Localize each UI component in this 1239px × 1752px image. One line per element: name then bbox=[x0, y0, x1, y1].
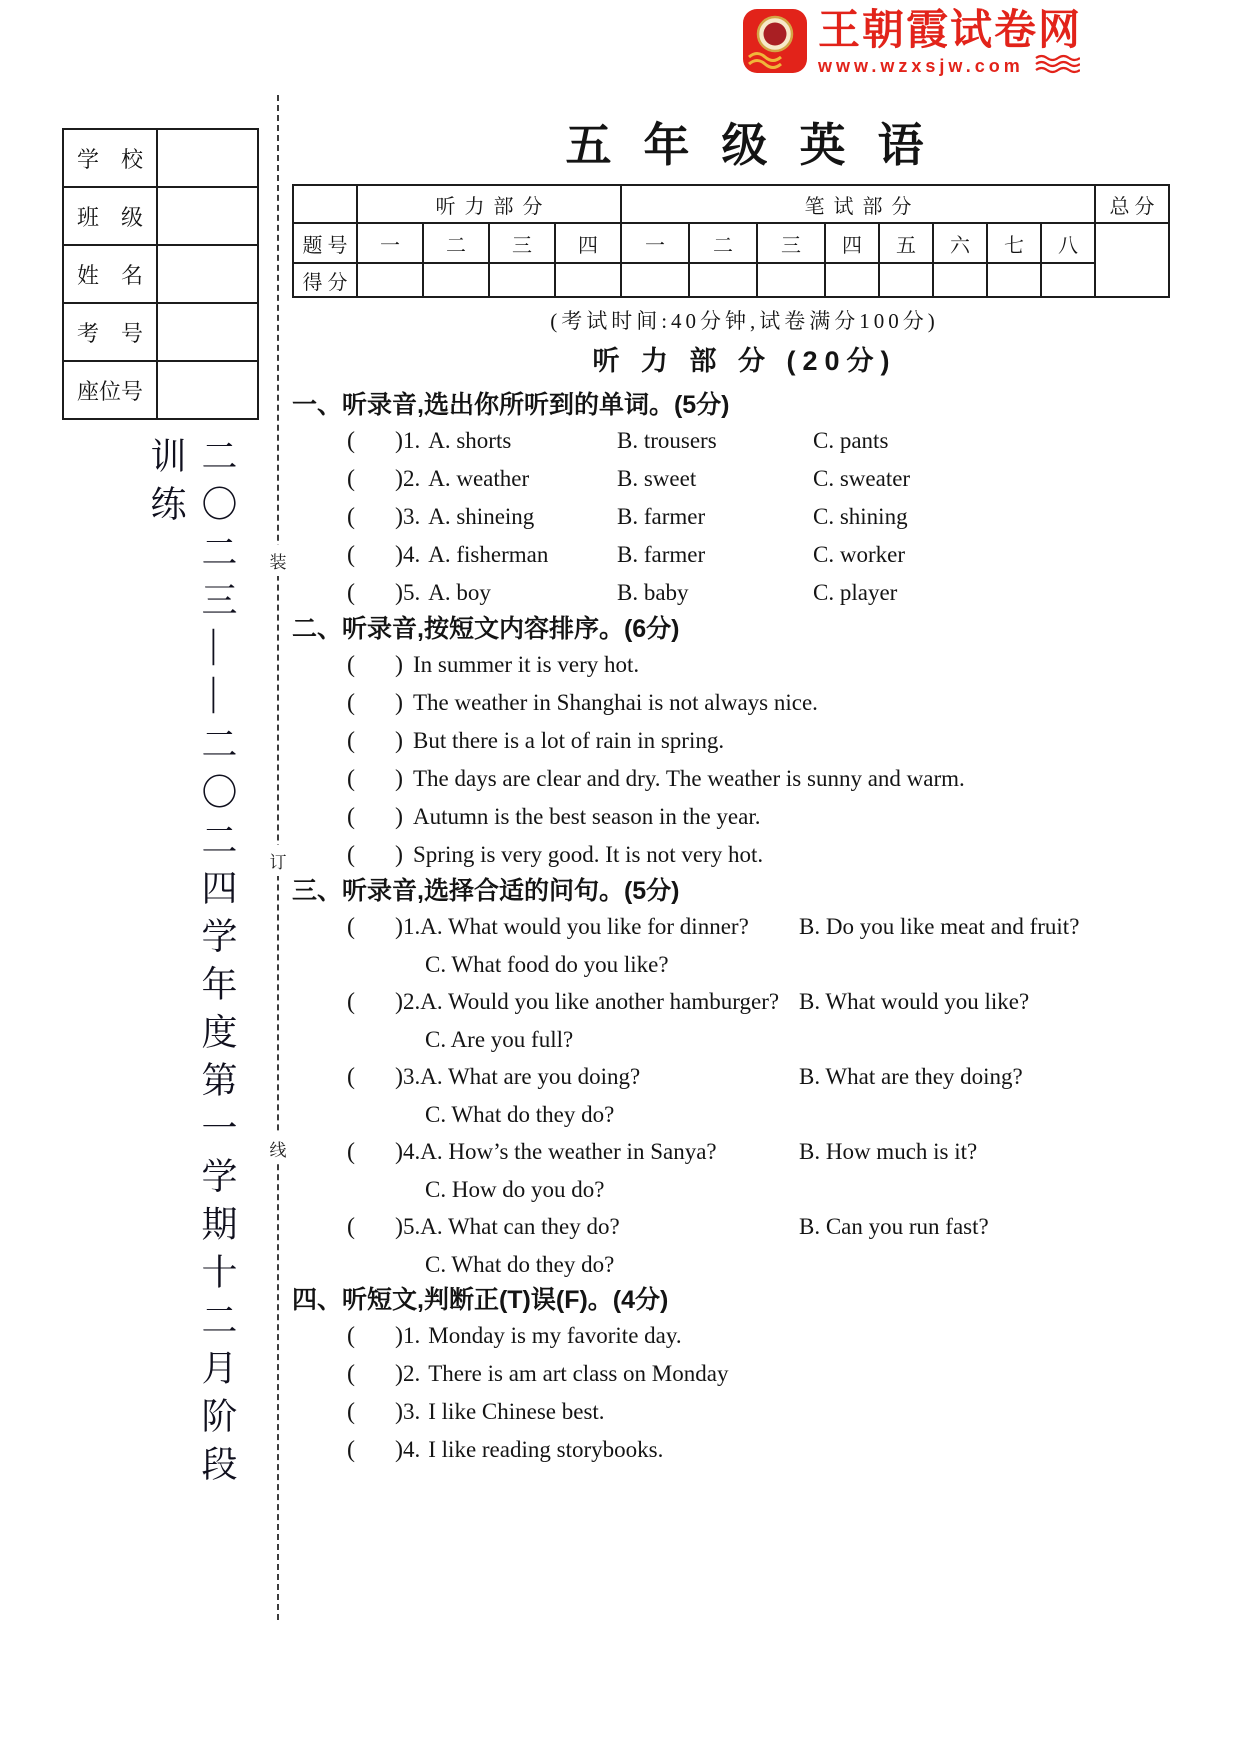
binding-char-ding: 订 bbox=[270, 845, 287, 876]
question-row bbox=[292, 983, 1197, 1021]
section3-header: 三、听录音,选择合适的问句。(5分) bbox=[292, 877, 680, 905]
score-blank-cell bbox=[555, 263, 621, 297]
sentence-text: The days are clear and dry. The weather is sunny and warm. bbox=[413, 766, 965, 791]
question-row bbox=[292, 1133, 1197, 1171]
option-c: C. shining bbox=[813, 504, 908, 529]
student-value-exam-no bbox=[157, 303, 258, 361]
option-a: A. fisherman bbox=[428, 542, 549, 567]
section4-items bbox=[292, 1317, 1197, 1469]
sentence-text: Spring is very good. It is not very hot. bbox=[413, 842, 764, 867]
statement-text: Monday is my favorite day. bbox=[428, 1323, 682, 1348]
option-b: B. What would you like? bbox=[799, 989, 1030, 1014]
score-blank-cell bbox=[987, 263, 1041, 297]
score-col: 五 bbox=[879, 223, 933, 263]
score-col: 三 bbox=[489, 223, 555, 263]
score-blank-cell bbox=[879, 263, 933, 297]
option-b: B. Can you run fast? bbox=[799, 1214, 989, 1239]
exam-time-note: (考试时间:40分钟,试卷满分100分) bbox=[550, 309, 939, 333]
sentence-text: In summer it is very hot. bbox=[413, 652, 640, 677]
answer-bracket: ( ) bbox=[347, 652, 403, 678]
brand-website: www.wzxsjw.com bbox=[818, 56, 1024, 76]
question-row bbox=[292, 460, 1197, 498]
score-blank-cell bbox=[489, 263, 555, 297]
question-number: 5. bbox=[403, 580, 421, 605]
question-row bbox=[292, 1058, 1197, 1096]
question-number: 3. bbox=[403, 1399, 421, 1424]
score-blank-cell bbox=[689, 263, 757, 297]
statement-row bbox=[292, 1317, 1197, 1355]
answer-bracket: ( ) bbox=[347, 989, 403, 1015]
score-score-row-label: 得 分 bbox=[293, 263, 357, 297]
student-row bbox=[63, 129, 258, 187]
question-number: 5. bbox=[403, 1214, 421, 1239]
statement-text: There is am art class on Monday bbox=[428, 1361, 729, 1386]
student-info-table bbox=[62, 128, 259, 420]
student-value-name bbox=[157, 245, 258, 303]
answer-bracket: ( ) bbox=[347, 842, 403, 868]
statement-text: I like Chinese best. bbox=[428, 1399, 605, 1424]
brand-seal-icon bbox=[742, 8, 808, 79]
question-number: 1. bbox=[403, 914, 421, 939]
score-question-row-label: 题 号 bbox=[293, 223, 357, 263]
score-col: 一 bbox=[621, 223, 689, 263]
brand-logo bbox=[742, 8, 1082, 79]
sentence-row bbox=[292, 646, 1197, 684]
section1-items bbox=[292, 422, 1197, 612]
paper-main-column bbox=[292, 112, 1197, 1469]
answer-bracket: ( ) bbox=[347, 428, 403, 454]
section2-header: 二、听录音,按短文内容排序。(6分) bbox=[292, 615, 680, 643]
sentence-row bbox=[292, 684, 1197, 722]
question-row bbox=[292, 536, 1197, 574]
listening-part-title: 听 力 部 分 (20分) bbox=[592, 346, 897, 376]
option-a: A. shineing bbox=[428, 504, 535, 529]
section1-header: 一、听录音,选出你所听到的单词。(5分) bbox=[292, 391, 730, 419]
score-blank-cell bbox=[825, 263, 879, 297]
question-row bbox=[292, 574, 1197, 612]
answer-bracket: ( ) bbox=[347, 504, 403, 530]
option-c: C. player bbox=[813, 580, 898, 605]
option-c: C. What do they do? bbox=[425, 1102, 615, 1127]
question-number: 3. bbox=[403, 504, 421, 529]
student-row bbox=[63, 361, 258, 419]
question-number: 4. bbox=[403, 542, 421, 567]
option-a: A. weather bbox=[428, 466, 530, 491]
score-blank-cell bbox=[621, 263, 689, 297]
answer-bracket: ( ) bbox=[347, 1064, 403, 1090]
score-col: 四 bbox=[825, 223, 879, 263]
answer-bracket: ( ) bbox=[347, 728, 403, 754]
question-number: 1. bbox=[403, 1323, 421, 1348]
statement-row bbox=[292, 1393, 1197, 1431]
sentence-text: But there is a lot of rain in spring. bbox=[413, 728, 725, 753]
score-blank-cell bbox=[357, 263, 423, 297]
score-blank-cell bbox=[423, 263, 489, 297]
score-blank-cell bbox=[757, 263, 825, 297]
student-label-school: 学 校 bbox=[63, 129, 157, 187]
answer-bracket: ( ) bbox=[347, 1437, 403, 1463]
score-total-blank-cell bbox=[1095, 223, 1169, 297]
student-label-name: 姓 名 bbox=[63, 245, 157, 303]
option-a: A. shorts bbox=[428, 428, 512, 453]
option-a: A. How’s the weather in Sanya? bbox=[420, 1139, 717, 1164]
section4-header: 四、听短文,判断正(T)误(F)。(4分) bbox=[292, 1286, 669, 1314]
option-a: A. What are you doing? bbox=[420, 1064, 641, 1089]
binding-char-zhuang: 装 bbox=[270, 545, 287, 576]
answer-bracket: ( ) bbox=[347, 580, 403, 606]
option-a: A. Would you like another hamburger? bbox=[420, 989, 780, 1014]
option-c: C. Are you full? bbox=[425, 1027, 574, 1052]
student-row bbox=[63, 303, 258, 361]
option-b: B. What are they doing? bbox=[799, 1064, 1023, 1089]
student-label-seat-no: 座位号 bbox=[63, 361, 157, 419]
option-c: C. What food do you like? bbox=[425, 952, 669, 977]
question-row bbox=[292, 1208, 1197, 1246]
option-c: C. worker bbox=[813, 542, 905, 567]
sentence-row bbox=[292, 798, 1197, 836]
student-row bbox=[63, 187, 258, 245]
option-b: B. How much is it? bbox=[799, 1139, 978, 1164]
student-row bbox=[63, 245, 258, 303]
answer-bracket: ( ) bbox=[347, 914, 403, 940]
answer-bracket: ( ) bbox=[347, 1323, 403, 1349]
section3-items bbox=[292, 908, 1197, 1283]
sentence-text: Autumn is the best season in the year. bbox=[413, 804, 761, 829]
score-col: 二 bbox=[423, 223, 489, 263]
answer-bracket: ( ) bbox=[347, 1361, 403, 1387]
score-part-written: 笔试部分 bbox=[621, 185, 1095, 223]
question-row bbox=[292, 498, 1197, 536]
question-row bbox=[292, 908, 1197, 946]
sentence-text: The weather in Shanghai is not always nice. bbox=[413, 690, 818, 715]
answer-bracket: ( ) bbox=[347, 690, 403, 716]
question-number: 4. bbox=[403, 1437, 421, 1462]
answer-bracket: ( ) bbox=[347, 542, 403, 568]
section2-items bbox=[292, 646, 1197, 874]
answer-bracket: ( ) bbox=[347, 466, 403, 492]
session-vertical-text: 二〇二三——二〇二四学年度第一学期十二月阶段训练 bbox=[146, 437, 237, 1493]
option-a: A. What would you like for dinner? bbox=[420, 914, 749, 939]
wave-lines-icon bbox=[1034, 54, 1080, 79]
answer-bracket: ( ) bbox=[347, 1139, 403, 1165]
option-b: B. Do you like meat and fruit? bbox=[799, 914, 1080, 939]
student-value-class bbox=[157, 187, 258, 245]
score-blank-cell bbox=[933, 263, 987, 297]
score-col: 七 bbox=[987, 223, 1041, 263]
option-b: B. farmer bbox=[617, 542, 706, 567]
sentence-row bbox=[292, 722, 1197, 760]
option-c: C. What do they do? bbox=[425, 1252, 615, 1277]
answer-bracket: ( ) bbox=[347, 1214, 403, 1240]
score-col: 四 bbox=[555, 223, 621, 263]
score-total-header: 总 分 bbox=[1095, 185, 1169, 223]
option-c: C. How do you do? bbox=[425, 1177, 605, 1202]
score-col: 六 bbox=[933, 223, 987, 263]
score-col: 八 bbox=[1041, 223, 1095, 263]
option-b: B. farmer bbox=[617, 504, 706, 529]
statement-row bbox=[292, 1355, 1197, 1393]
score-corner-cell bbox=[293, 185, 357, 223]
question-row bbox=[292, 422, 1197, 460]
paper-title: 五年级英语 bbox=[565, 120, 956, 171]
sentence-row bbox=[292, 836, 1197, 874]
option-c: C. sweater bbox=[813, 466, 911, 491]
student-value-school bbox=[157, 129, 258, 187]
question-number: 4. bbox=[403, 1139, 421, 1164]
option-a: A. boy bbox=[428, 580, 491, 605]
option-a: A. What can they do? bbox=[420, 1214, 620, 1239]
score-blank-cell bbox=[1041, 263, 1095, 297]
brand-name: 王朝霞试卷网 bbox=[818, 6, 1083, 53]
question-number: 1. bbox=[403, 428, 421, 453]
statement-text: I like reading storybooks. bbox=[428, 1437, 664, 1462]
option-b: B. trousers bbox=[617, 428, 717, 453]
score-col: 三 bbox=[757, 223, 825, 263]
question-number: 2. bbox=[403, 989, 421, 1014]
score-col: 二 bbox=[689, 223, 757, 263]
option-b: B. sweet bbox=[617, 466, 697, 491]
score-part-listening: 听力部分 bbox=[357, 185, 621, 223]
answer-bracket: ( ) bbox=[347, 1399, 403, 1425]
answer-bracket: ( ) bbox=[347, 804, 403, 830]
student-label-exam-no: 考 号 bbox=[63, 303, 157, 361]
question-number: 2. bbox=[403, 466, 421, 491]
option-b: B. baby bbox=[617, 580, 689, 605]
student-value-seat-no bbox=[157, 361, 258, 419]
binding-char-xian: 线 bbox=[270, 1133, 287, 1164]
question-number: 3. bbox=[403, 1064, 421, 1089]
score-table bbox=[292, 184, 1170, 298]
student-label-class: 班 级 bbox=[63, 187, 157, 245]
sentence-row bbox=[292, 760, 1197, 798]
question-number: 2. bbox=[403, 1361, 421, 1386]
answer-bracket: ( ) bbox=[347, 766, 403, 792]
statement-row bbox=[292, 1431, 1197, 1469]
score-col: 一 bbox=[357, 223, 423, 263]
option-c: C. pants bbox=[813, 428, 889, 453]
